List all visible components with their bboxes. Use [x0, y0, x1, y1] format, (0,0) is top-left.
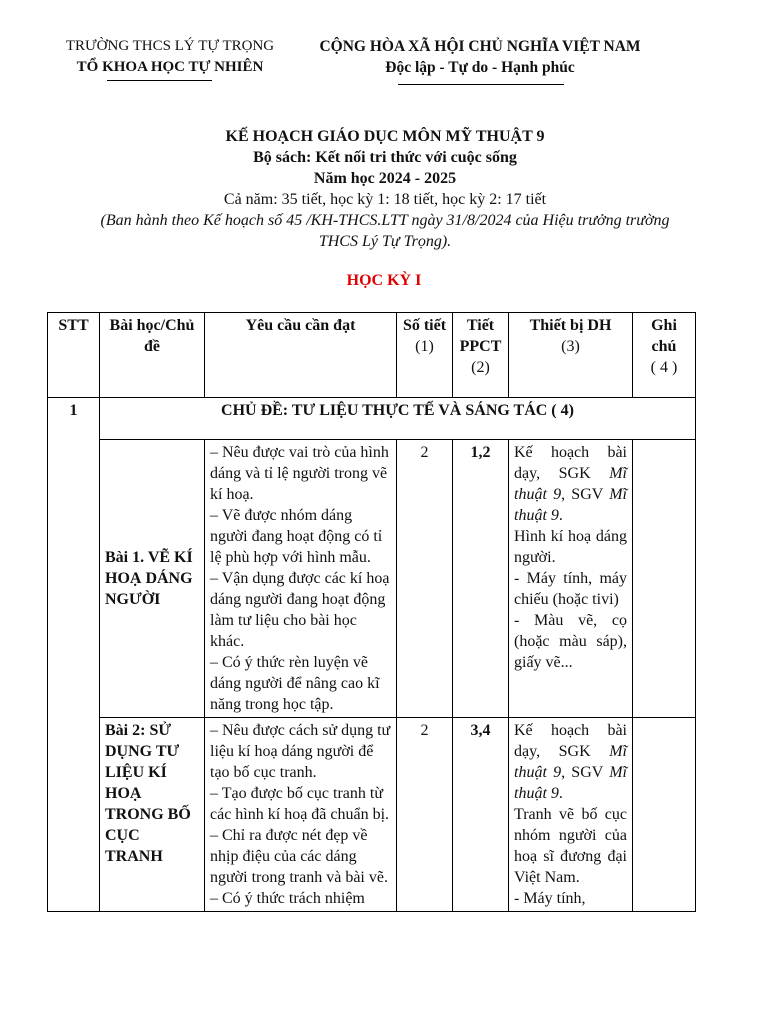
- col-header-ppct: Tiết PPCT (2): [453, 313, 509, 398]
- table-row: [48, 440, 696, 718]
- table-row: [48, 718, 696, 912]
- col-header-device: Thiết bị DH (3): [509, 313, 633, 398]
- state-header: [290, 36, 670, 78]
- col-header-note: Ghi chú ( 4 ): [633, 313, 696, 398]
- lesson-devices: Kế hoạch bài dạy, SGK Mĩ thuật 9, SGV Mĩ thuật 9. Tranh vẽ bố cục nhóm người của hoạ sĩ đương đại Việt Nam. - Máy tính,: [509, 718, 633, 912]
- topic-row: [48, 398, 696, 440]
- lesson-requirements: – Nêu được cách sử dụng tư liệu kí hoạ dáng người để tạo bố cục tranh. – Tạo được bố cục tranh từ các hình kí hoạ đã chuẩn bị. – Chỉ ra được nét đẹp về nhịp điệu của các dáng người trong tranh và bài vẽ. – Có ý thức trách nhiệm: [205, 718, 397, 912]
- col-header-periods: Số tiết (1): [397, 313, 453, 398]
- table-header-row: [48, 313, 696, 398]
- motto-underline: [398, 84, 564, 85]
- lesson-plan-table: [47, 312, 696, 912]
- lesson-note: [633, 440, 696, 718]
- col-header-stt: STT: [48, 313, 100, 398]
- lesson-ppct: 3,4: [453, 718, 509, 912]
- lesson-ppct: 1,2: [453, 440, 509, 718]
- term-heading: HỌC KỲ I: [346, 272, 422, 289]
- col-header-requirements: Yêu cầu cần đạt: [205, 313, 397, 398]
- lesson-note: [633, 718, 696, 912]
- topic-stt: 1: [48, 398, 100, 912]
- period-summary: Cả năm: 35 tiết, học kỳ 1: 18 tiết, học kỳ 2: 17 tiết: [223, 191, 547, 208]
- motto: Độc lập - Tự do - Hạnh phúc: [385, 59, 575, 76]
- republic-name: CỘNG HÒA XÃ HỘI CHỦ NGHĨA VIỆT NAM: [319, 38, 641, 55]
- col-header-lesson: Bài học/Chủ đề: [100, 313, 205, 398]
- school-name: TRƯỜNG THCS LÝ TỰ TRỌNG: [65, 38, 275, 54]
- book-series: Bộ sách: Kết nối tri thức với cuộc sống: [253, 149, 517, 166]
- lesson-name: Bài 1. VẼ KÍ HOẠ DÁNG NGƯỜI: [100, 440, 205, 718]
- school-underline: [107, 80, 212, 81]
- lesson-name: Bài 2: SỬ DỤNG TƯ LIỆU KÍ HOẠ TRONG BỐ CỤC TRANH: [100, 718, 205, 912]
- topic-title: CHỦ ĐỀ: TƯ LIỆU THỰC TẾ VÀ SÁNG TÁC ( 4): [100, 398, 696, 440]
- lesson-periods: 2: [397, 440, 453, 718]
- document-title: KẾ HOẠCH GIÁO DỤC MÔN MỸ THUẬT 9: [225, 128, 545, 145]
- issued-note-line1: (Ban hành theo Kế hoạch số 45 /KH-THCS.LTT ngày 31/8/2024 của Hiệu trưởng trường: [100, 212, 670, 229]
- lesson-periods: 2: [397, 718, 453, 912]
- department-name: TỔ KHOA HỌC TỰ NHIÊN: [76, 59, 264, 75]
- school-header: [50, 36, 290, 78]
- lesson-devices: Kế hoạch bài dạy, SGK Mĩ thuật 9, SGV Mĩ thuật 9. Hình kí hoạ dáng người. - Máy tính, máy chiếu (hoặc tivi) - Màu vẽ, cọ (hoặc màu sáp), giấy vẽ...: [509, 440, 633, 718]
- issued-note-line2: THCS Lý Tự Trọng).: [318, 233, 452, 250]
- lesson-requirements: – Nêu được vai trò của hình dáng và tỉ lệ người trong vẽ kí hoạ. – Vẽ được nhóm dáng người đang hoạt động có tỉ lệ phù hợp với hình mẫu. – Vận dụng được các kí hoạ dáng người đang hoạt động làm tư liệu cho bài học khác. – Có ý thức rèn luyện vẽ dáng người để nâng cao kĩ năng trong học tập.: [205, 440, 397, 718]
- school-year: Năm học 2024 - 2025: [313, 170, 457, 187]
- document-title-block: [40, 126, 730, 252]
